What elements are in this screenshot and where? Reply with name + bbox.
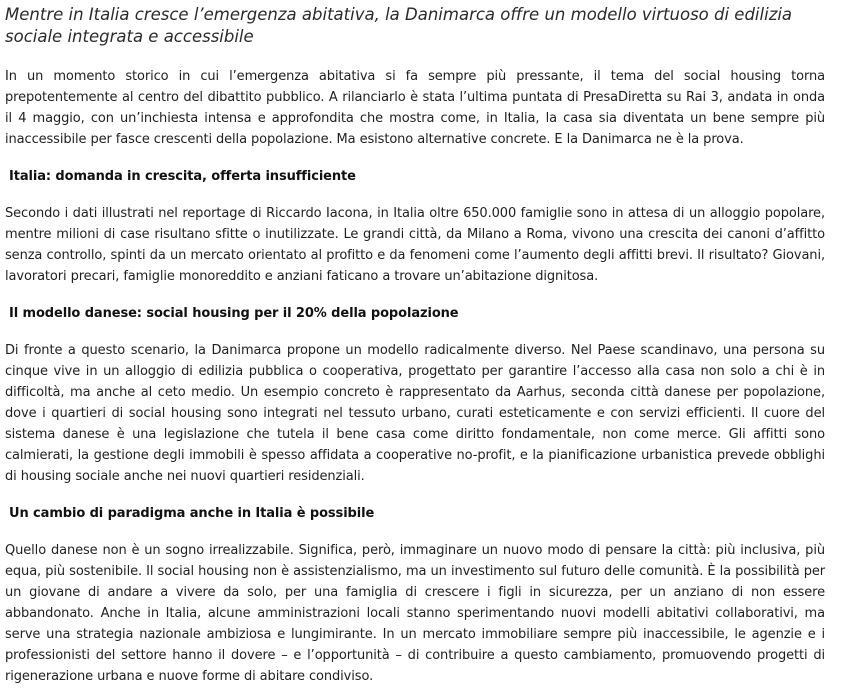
section-body-italia: Secondo i dati illustrati nel reportage di Riccardo Iacona, in Italia oltre 650.000 famiglie sono in attesa di un alloggio popolare, mentre milioni di case risultano sfitte o inutilizzate. Le grandi città, da Milano a Roma, vivono una crescita dei canoni d’affitto senza controllo, spinti da un mercato orientato al profitto e da fenomeni come l’aumento degli affitti brevi. Il risultato? Giovani, lavoratori precari, famiglie monoreddito e anziani faticano a trovare un’abitazione dignitosa. bbox=[5, 206, 825, 284]
section-body-cambio-paradigma: Quello danese non è un sogno irrealizzabile. Significa, però, immaginare un nuovo modo di pensare la città: più inclusiva, più equa, più sostenibile. Il social housing non è assistenzialismo, ma un investimento sul futuro delle comunità. È la possibilità per un giovane di andare a vivere da solo, per una famiglia di crescere i figli in sicurezza, per un anziano di non essere abbandonato. Anche in Italia, alcune amministrazioni locali stanno sperimentando nuovi modelli abitativi collaborativi, ma serve una strategia nazionale ambiziosa e lungimirante. In un mercato immobiliare sempre più inaccessibile, le agenzie e i professionisti del settore hanno il dovere – e l’opportunità – di contribuire a questo cambiamento, promuovendo progetti di rigenerazione urbana e nuove forme di abitare condiviso. bbox=[5, 543, 825, 684]
article-intro: In un momento storico in cui l’emergenza abitativa si fa sempre più pressante, il tema del social housing torna prepotentemente al centro del dibattito pubblico. A rilanciarlo è stata l’ultima puntata di PresaDiretta su Rai 3, andata in onda il 4 maggio, con un’inchiesta intensa e approfondita che mostra come, in Italia, la casa sia diventata un bene sempre più inaccessibile per fasce crescenti della popolazione. Ma esistono alternative concrete. E la Danimarca ne è la prova. bbox=[5, 69, 825, 147]
section-heading-cambio-paradigma: Un cambio di paradigma anche in Italia è possibile bbox=[9, 506, 375, 521]
article-subtitle: Mentre in Italia cresce l’emergenza abitativa, la Danimarca offre un modello virtuoso di edilizia sociale integrata e accessibile bbox=[5, 5, 793, 46]
section-heading-modello-danese: Il modello danese: social housing per il 20% della popolazione bbox=[9, 306, 459, 321]
section-body-modello-danese: Di fronte a questo scenario, la Danimarca propone un modello radicalmente diverso. Nel Paese scandinavo, una persona su cinque vive in un alloggio di edilizia pubblica o cooperativa, progettato per garantire l’accesso alla casa non solo a chi è in difficoltà, ma anche al ceto medio. Un esempio concreto è rappresentato da Aarhus, seconda città danese per popolazione, dove i quartieri di social housing sono integrati nel tessuto urbano, curati esteticamente e con servizi efficienti. Il cuore del sistema danese è una legislazione che tutela il bene casa come diritto fondamentale, non come merce. Gli affitti sono calmierati, la gestione degli immobili è spesso affidata a cooperative no-profit, e la pianificazione urbanistica prevede obblighi di housing sociale anche nei nuovi quartieri residenziali. bbox=[5, 343, 825, 484]
section-heading-italia: Italia: domanda in crescita, offerta insufficiente bbox=[9, 169, 356, 184]
